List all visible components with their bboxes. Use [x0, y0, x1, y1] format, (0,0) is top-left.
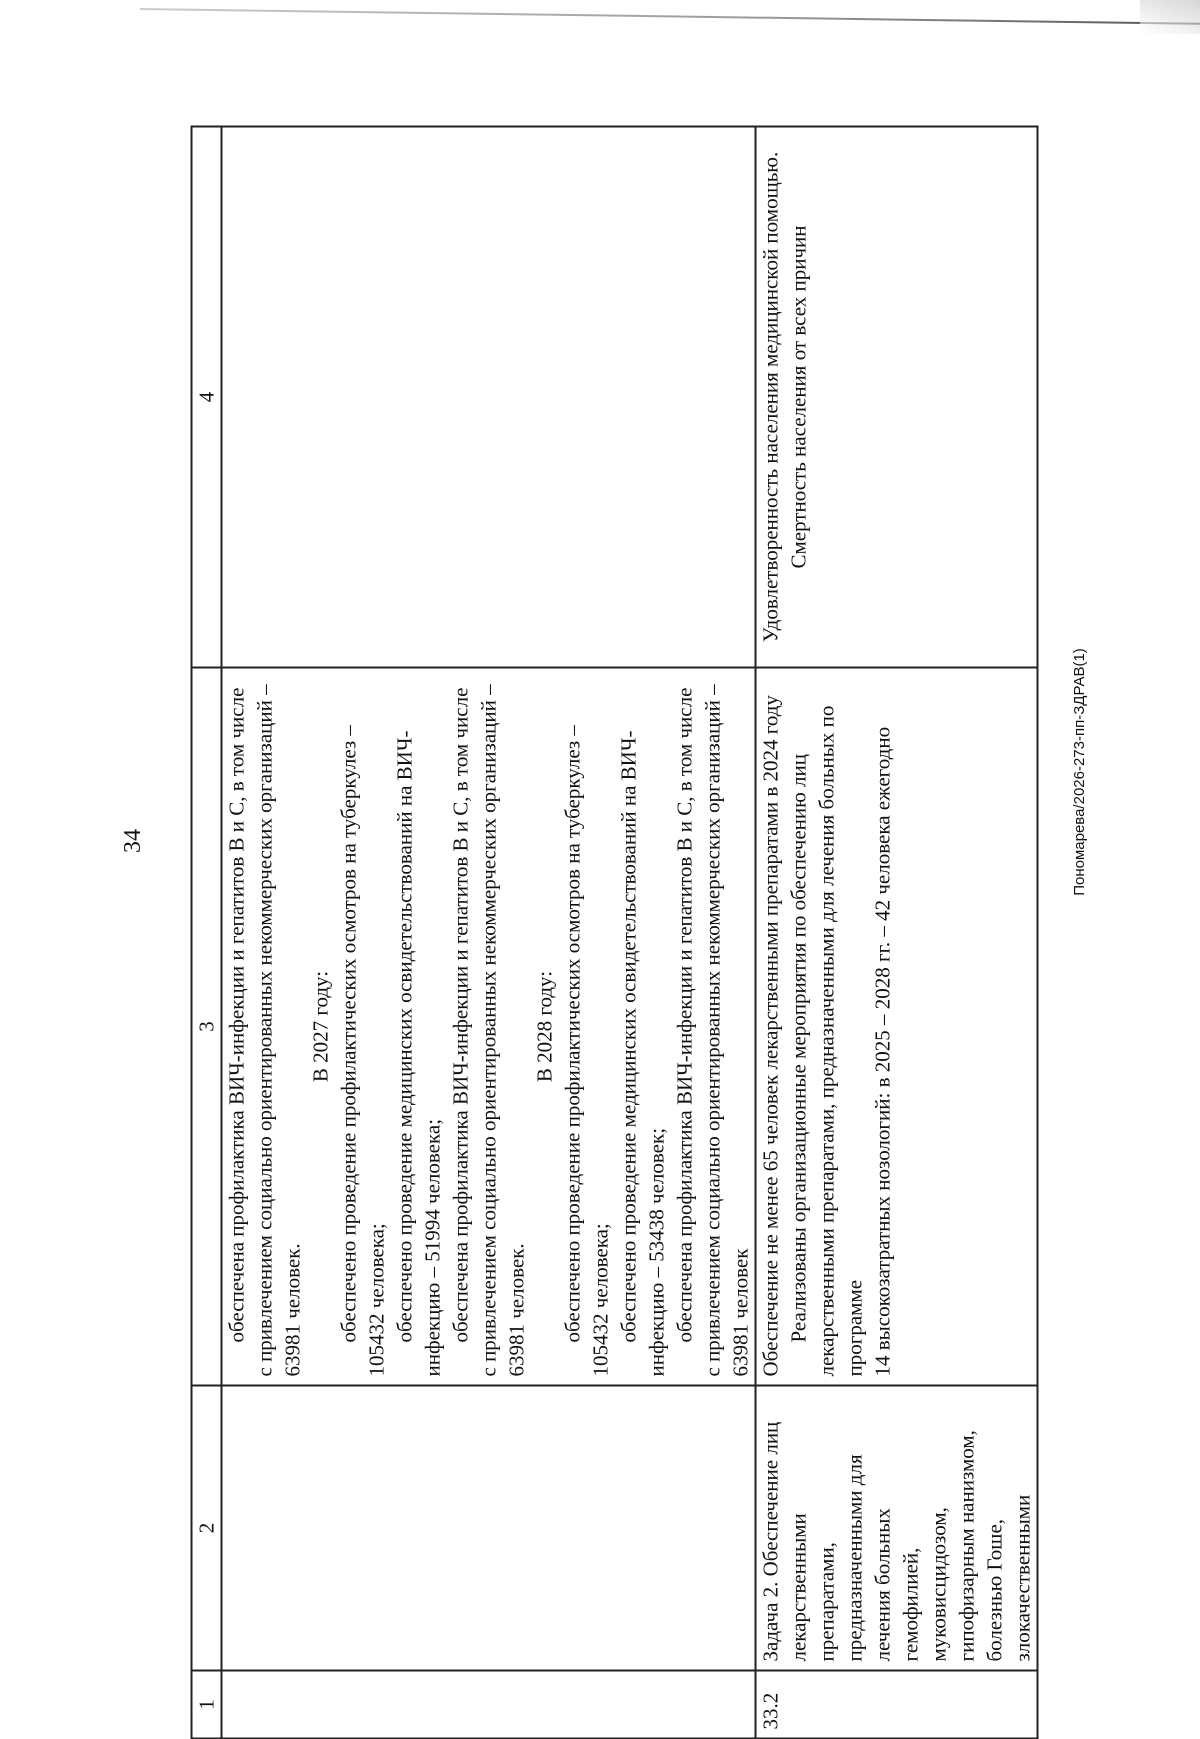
row1-task-cell [221, 1385, 755, 1670]
program-table [190, 125, 1038, 1739]
result-text: обеспечено проведение профилактических осмотров на туберкулез – 105432 человека; [336, 724, 388, 1376]
scan-corner-shadow [1140, 0, 1200, 34]
scan-artifact-top [0, 0, 1200, 40]
result-text: Реализованы организационные мероприятия по обеспечению лиц лекарственными препаратами, предназначенными для лечения больных по программе [786, 705, 866, 1376]
result-text: обеспечено проведение медицинских освидетельствований на ВИЧ-инфекцию – 51994 человека; [392, 730, 444, 1376]
result-text: обеспечена профилактика ВИЧ-инфекции и гепатитов В и С, в том числе с привлечением социально ориентированных некоммерческих организаций – 63981 человек [672, 683, 752, 1376]
row1-indicator-cell [221, 126, 755, 667]
year-heading: В 2027 году: [308, 970, 332, 1082]
indicator-text: Удовлетворенность населения медицинской помощью. [758, 151, 782, 642]
row2-number-cell: 33.2 [755, 1670, 1037, 1738]
result-text: обеспечено проведение профилактических осмотров на туберкулез – 105432 человека; [560, 724, 612, 1376]
table-row [755, 126, 1037, 1738]
row2-task-cell: Задача 2. Обеспечение лиц лекарственными препаратами, предназначенными для лечения больных гемофилией, муковисцидозом, гипофизарным нанизмом, болезнью Гоше, злокачественными [755, 1385, 1037, 1670]
header-cell-1: 1 [191, 1670, 221, 1738]
result-text: обеспечена профилактика ВИЧ-инфекции и гепатитов В и С, в том числе с привлечением социально ориентированных некоммерческих организаций – 63981 человек. [448, 683, 528, 1376]
header-cell-2: 2 [191, 1385, 221, 1670]
result-text: обеспечено проведение медицинских освидетельствований на ВИЧ-инфекцию – 53438 человек; [616, 730, 668, 1376]
table-row [221, 126, 755, 1738]
scan-edge-line [140, 8, 1200, 25]
row2-results-cell [755, 667, 1037, 1385]
row1-number-cell [221, 1670, 755, 1738]
row2-indicator-cell [755, 126, 1037, 667]
year-heading: В 2028 году: [532, 970, 556, 1082]
result-text: 14 высокозатратных нозологий: в 2025 – 2028 гг. – 42 человека ежегодно [870, 726, 894, 1376]
rotated-table-frame [190, 127, 1200, 1739]
document-code: Пономарева/2026-273-пп-ЗДРАВ(1) [1071, 648, 1088, 896]
header-cell-4: 4 [191, 126, 221, 667]
indicator-text: Смертность населения от всех причин [786, 224, 810, 569]
result-text: обеспечена профилактика ВИЧ-инфекции и гепатитов В и С, в том числе с привлечением социально ориентированных некоммерческих организаций – 63981 человек. [224, 683, 304, 1376]
header-cell-3: 3 [191, 667, 221, 1385]
result-text: Обеспечение не менее 65 человек лекарственными препаратами в 2024 году [758, 694, 782, 1376]
row1-results-cell [221, 667, 755, 1385]
page-number: 34 [120, 829, 146, 853]
table-header-row [191, 126, 221, 1738]
